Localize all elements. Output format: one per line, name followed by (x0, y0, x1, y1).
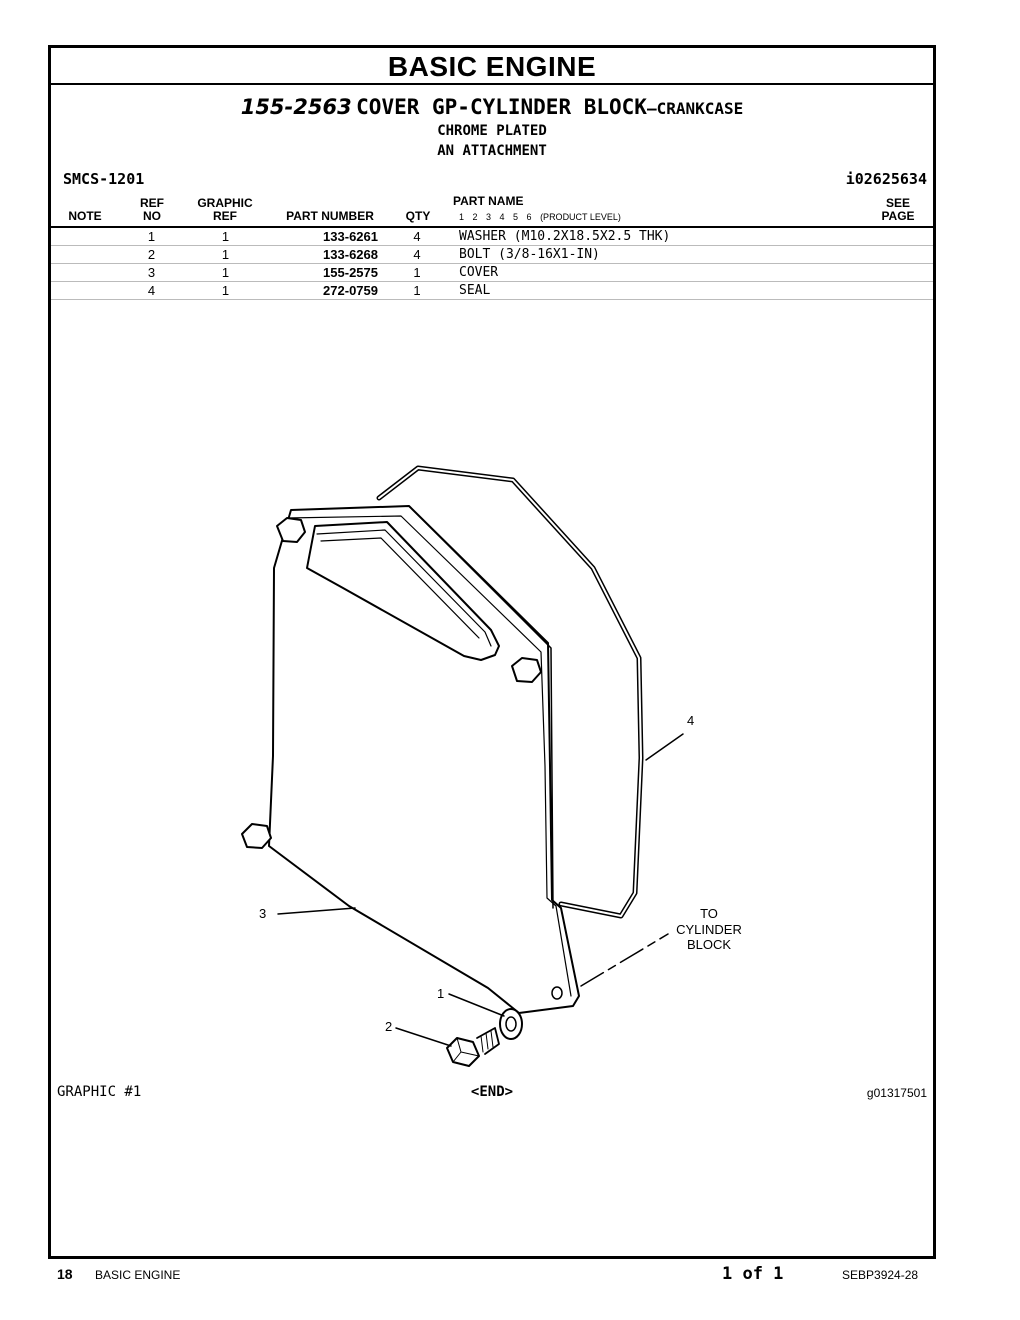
leader-line-2 (396, 1028, 451, 1046)
header-part-number: PART NUMBER (286, 209, 374, 223)
exploded-view-illustration (51, 48, 933, 1256)
header-see-page: SEE PAGE (881, 196, 915, 223)
product-level-header: 1 2 3 4 5 6 (PRODUCT LEVEL) (459, 212, 621, 222)
to-label-line-2: CYLINDER (676, 922, 742, 937)
ref-no: 3 (147, 265, 156, 280)
part-name: BOLT (3/8-16X1-IN) (459, 247, 600, 262)
leader-line-4 (646, 734, 683, 760)
ref-no: 2 (147, 247, 156, 262)
footer-document-number: SEBP3924-28 (842, 1268, 919, 1282)
header-graphic-ref: GRAPHIC REF (197, 196, 253, 223)
callout-3: 3 (259, 906, 267, 921)
callout-2: 2 (385, 1019, 393, 1034)
part-number[interactable]: 155-2575 (323, 265, 378, 280)
callout-4: 4 (687, 713, 695, 728)
quantity: 1 (413, 265, 421, 280)
footer-page-number: 18 (57, 1266, 73, 1282)
assembly-subtitle-1: CHROME PLATED (437, 123, 547, 139)
footer-page-of: 1 of 1 (722, 1264, 784, 1284)
quantity: 4 (413, 229, 421, 244)
graphic-label: GRAPHIC #1 (57, 1084, 142, 1100)
callout-1: 1 (437, 986, 445, 1001)
part-number[interactable]: 133-6261 (323, 229, 378, 244)
part-number[interactable]: 133-6268 (323, 247, 378, 262)
cover-part[interactable] (242, 506, 579, 1013)
graphic-ref: 1 (221, 283, 230, 298)
header-ref-no: REF NO (140, 196, 164, 223)
graphic-ref: 1 (221, 247, 230, 262)
washer-part[interactable] (500, 1009, 522, 1039)
leader-line-3 (278, 908, 355, 914)
header-part-name: PART NAME (453, 194, 524, 208)
section-title: BASIC ENGINE (51, 48, 933, 85)
part-name: SEAL (459, 283, 491, 298)
to-label-line-1: TO (700, 906, 718, 921)
end-marker: <END> (470, 1084, 514, 1100)
part-name: COVER (459, 265, 499, 280)
part-name: WASHER (M10.2X18.5X2.5 THK) (459, 229, 671, 244)
assembly-number[interactable]: 155-2563 (240, 95, 352, 119)
graphic-id: g01317501 (866, 1086, 927, 1100)
header-qty: QTY (405, 209, 431, 223)
graphic-ref: 1 (221, 265, 230, 280)
leader-line-1 (449, 994, 504, 1016)
quantity: 1 (413, 283, 421, 298)
smcs-code: SMCS-1201 (63, 170, 145, 188)
centerline (581, 934, 668, 986)
graphic-ref: 1 (221, 229, 230, 244)
page-frame (48, 45, 936, 1259)
document-id: i02625634 (845, 170, 927, 188)
to-label-line-3: BLOCK (686, 937, 732, 952)
assembly-name: COVER GP-CYLINDER BLOCK (356, 95, 647, 119)
assembly-name-suffix: —CRANKCASE (646, 99, 744, 118)
header-note: NOTE (68, 209, 102, 223)
footer-section: BASIC ENGINE (95, 1268, 181, 1282)
bolt-part[interactable] (447, 1028, 499, 1066)
part-number[interactable]: 272-0759 (323, 283, 378, 298)
ref-no: 1 (147, 229, 156, 244)
quantity: 4 (413, 247, 421, 262)
ref-no: 4 (147, 283, 156, 298)
assembly-subtitle-2: AN ATTACHMENT (437, 143, 547, 159)
